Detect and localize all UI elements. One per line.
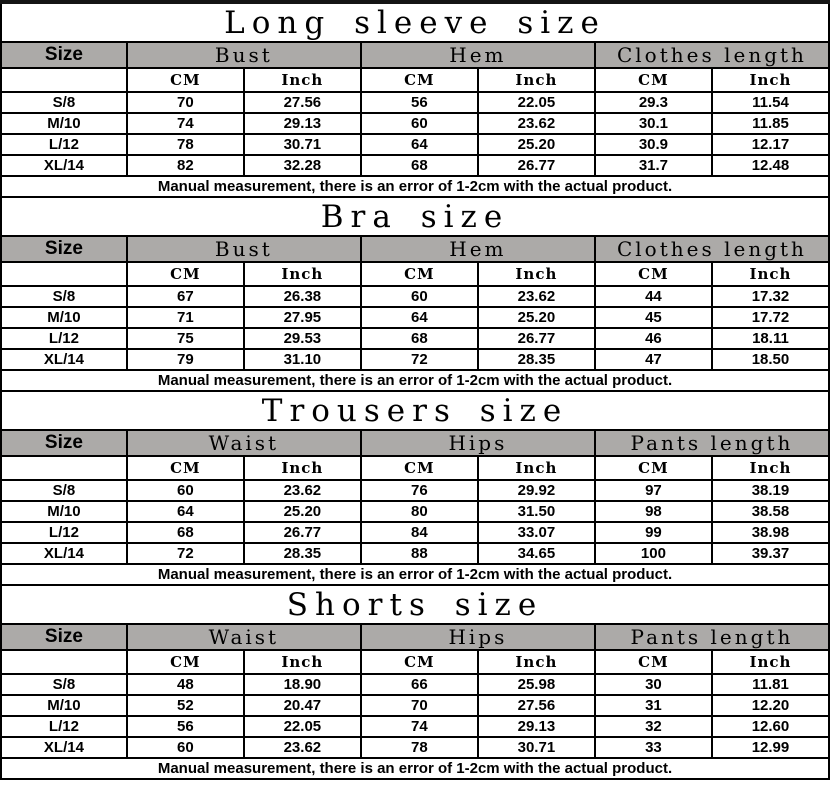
unit-inch-label: Inch (712, 456, 829, 480)
value-cell: 88 (361, 543, 478, 564)
size-cell: L/12 (1, 522, 127, 543)
size-column-header: Size (1, 624, 127, 650)
table-title: Long sleeve size (0, 4, 830, 41)
value-cell: 17.72 (712, 307, 829, 328)
value-cell: 56 (361, 92, 478, 113)
value-cell: 38.98 (712, 522, 829, 543)
value-cell: 66 (361, 674, 478, 695)
value-cell: 30.71 (478, 737, 595, 758)
value-cell: 99 (595, 522, 712, 543)
size-cell: XL/14 (1, 543, 127, 564)
value-cell: 29.3 (595, 92, 712, 113)
value-cell: 33.07 (478, 522, 595, 543)
value-cell: 25.20 (244, 501, 361, 522)
value-cell: 78 (361, 737, 478, 758)
unit-inch-label: Inch (244, 68, 361, 92)
value-cell: 23.62 (478, 286, 595, 307)
value-cell: 60 (127, 737, 244, 758)
table-row (1, 674, 829, 695)
note-row (1, 176, 829, 197)
size-cell: S/8 (1, 92, 127, 113)
value-cell: 68 (361, 328, 478, 349)
unit-inch-label: Inch (712, 68, 829, 92)
value-cell: 12.17 (712, 134, 829, 155)
unit-inch-label: Inch (244, 650, 361, 674)
value-cell: 27.95 (244, 307, 361, 328)
value-cell: 60 (361, 113, 478, 134)
table-title: Bra size (0, 198, 830, 235)
size-table (0, 623, 830, 780)
table-row (1, 328, 829, 349)
value-cell: 64 (127, 501, 244, 522)
table-row (1, 501, 829, 522)
group-header: Bust (127, 236, 361, 262)
unit-header-row (1, 262, 829, 286)
measurement-note: Manual measurement, there is an error of 1-2cm with the actual product. (1, 758, 829, 779)
group-header: Hem (361, 236, 595, 262)
value-cell: 26.77 (244, 522, 361, 543)
group-header: Bust (127, 42, 361, 68)
measurement-note: Manual measurement, there is an error of 1-2cm with the actual product. (1, 370, 829, 391)
empty-cell (1, 456, 127, 480)
unit-inch-label: Inch (244, 456, 361, 480)
group-header: Pants length (595, 624, 829, 650)
unit-inch-label: Inch (244, 262, 361, 286)
value-cell: 12.60 (712, 716, 829, 737)
table-row (1, 522, 829, 543)
unit-inch-label: Inch (478, 650, 595, 674)
group-header: Waist (127, 624, 361, 650)
value-cell: 44 (595, 286, 712, 307)
table-row (1, 480, 829, 501)
value-cell: 100 (595, 543, 712, 564)
value-cell: 29.13 (478, 716, 595, 737)
value-cell: 47 (595, 349, 712, 370)
unit-header-row (1, 68, 829, 92)
value-cell: 34.65 (478, 543, 595, 564)
value-cell: 30.1 (595, 113, 712, 134)
value-cell: 26.77 (478, 328, 595, 349)
value-cell: 64 (361, 307, 478, 328)
value-cell: 26.77 (478, 155, 595, 176)
value-cell: 25.20 (478, 307, 595, 328)
table-row (1, 155, 829, 176)
value-cell: 31 (595, 695, 712, 716)
table-row (1, 737, 829, 758)
size-cell: L/12 (1, 328, 127, 349)
empty-cell (1, 650, 127, 674)
table-title: Shorts size (0, 586, 830, 623)
size-table (0, 235, 830, 392)
size-column-header: Size (1, 42, 127, 68)
size-cell: XL/14 (1, 155, 127, 176)
value-cell: 25.98 (478, 674, 595, 695)
measurement-note: Manual measurement, there is an error of 1-2cm with the actual product. (1, 176, 829, 197)
unit-cm-label: CM (361, 262, 478, 286)
size-cell: S/8 (1, 480, 127, 501)
group-header-row (1, 236, 829, 262)
value-cell: 26.38 (244, 286, 361, 307)
value-cell: 31.7 (595, 155, 712, 176)
value-cell: 71 (127, 307, 244, 328)
section-shorts (0, 586, 830, 780)
value-cell: 11.54 (712, 92, 829, 113)
unit-cm-label: CM (595, 262, 712, 286)
unit-header-row (1, 650, 829, 674)
unit-cm-label: CM (127, 650, 244, 674)
value-cell: 98 (595, 501, 712, 522)
group-header-row (1, 42, 829, 68)
unit-inch-label: Inch (478, 262, 595, 286)
value-cell: 82 (127, 155, 244, 176)
empty-cell (1, 262, 127, 286)
group-header: Clothes length (595, 236, 829, 262)
value-cell: 28.35 (244, 543, 361, 564)
value-cell: 70 (361, 695, 478, 716)
value-cell: 30 (595, 674, 712, 695)
value-cell: 22.05 (478, 92, 595, 113)
value-cell: 18.50 (712, 349, 829, 370)
value-cell: 84 (361, 522, 478, 543)
value-cell: 38.58 (712, 501, 829, 522)
value-cell: 23.62 (244, 737, 361, 758)
unit-cm-label: CM (127, 262, 244, 286)
value-cell: 32 (595, 716, 712, 737)
unit-cm-label: CM (127, 68, 244, 92)
value-cell: 78 (127, 134, 244, 155)
value-cell: 60 (361, 286, 478, 307)
value-cell: 28.35 (478, 349, 595, 370)
value-cell: 31.10 (244, 349, 361, 370)
value-cell: 52 (127, 695, 244, 716)
group-header: Pants length (595, 430, 829, 456)
value-cell: 70 (127, 92, 244, 113)
group-header: Hips (361, 430, 595, 456)
value-cell: 74 (361, 716, 478, 737)
unit-inch-label: Inch (478, 68, 595, 92)
size-cell: M/10 (1, 501, 127, 522)
value-cell: 20.47 (244, 695, 361, 716)
value-cell: 29.13 (244, 113, 361, 134)
value-cell: 18.90 (244, 674, 361, 695)
size-cell: XL/14 (1, 349, 127, 370)
value-cell: 11.85 (712, 113, 829, 134)
table-row (1, 92, 829, 113)
value-cell: 18.11 (712, 328, 829, 349)
size-cell: M/10 (1, 695, 127, 716)
value-cell: 29.92 (478, 480, 595, 501)
unit-cm-label: CM (595, 650, 712, 674)
group-header: Waist (127, 430, 361, 456)
section-trousers (0, 392, 830, 586)
value-cell: 23.62 (244, 480, 361, 501)
value-cell: 27.56 (478, 695, 595, 716)
group-header: Clothes length (595, 42, 829, 68)
value-cell: 45 (595, 307, 712, 328)
size-cell: S/8 (1, 286, 127, 307)
value-cell: 12.48 (712, 155, 829, 176)
note-row (1, 370, 829, 391)
value-cell: 12.99 (712, 737, 829, 758)
value-cell: 68 (127, 522, 244, 543)
value-cell: 39.37 (712, 543, 829, 564)
table-row (1, 113, 829, 134)
table-row (1, 543, 829, 564)
empty-cell (1, 68, 127, 92)
value-cell: 30.9 (595, 134, 712, 155)
value-cell: 67 (127, 286, 244, 307)
unit-inch-label: Inch (712, 262, 829, 286)
value-cell: 38.19 (712, 480, 829, 501)
size-cell: XL/14 (1, 737, 127, 758)
unit-cm-label: CM (361, 68, 478, 92)
size-table (0, 41, 830, 198)
value-cell: 12.20 (712, 695, 829, 716)
value-cell: 75 (127, 328, 244, 349)
group-header-row (1, 430, 829, 456)
table-row (1, 307, 829, 328)
size-cell: L/12 (1, 134, 127, 155)
size-table (0, 429, 830, 586)
value-cell: 11.81 (712, 674, 829, 695)
value-cell: 23.62 (478, 113, 595, 134)
size-cell: L/12 (1, 716, 127, 737)
unit-inch-label: Inch (712, 650, 829, 674)
value-cell: 48 (127, 674, 244, 695)
value-cell: 72 (361, 349, 478, 370)
value-cell: 68 (361, 155, 478, 176)
unit-header-row (1, 456, 829, 480)
group-header: Hem (361, 42, 595, 68)
size-column-header: Size (1, 236, 127, 262)
table-title: Trousers size (0, 392, 830, 429)
value-cell: 60 (127, 480, 244, 501)
size-column-header: Size (1, 430, 127, 456)
table-row (1, 286, 829, 307)
value-cell: 29.53 (244, 328, 361, 349)
value-cell: 33 (595, 737, 712, 758)
value-cell: 80 (361, 501, 478, 522)
note-row (1, 758, 829, 779)
unit-cm-label: CM (595, 68, 712, 92)
unit-cm-label: CM (361, 456, 478, 480)
value-cell: 72 (127, 543, 244, 564)
value-cell: 31.50 (478, 501, 595, 522)
section-long-sleeve (0, 4, 830, 198)
value-cell: 17.32 (712, 286, 829, 307)
size-cell: M/10 (1, 113, 127, 134)
note-row (1, 564, 829, 585)
unit-inch-label: Inch (478, 456, 595, 480)
value-cell: 97 (595, 480, 712, 501)
table-row (1, 349, 829, 370)
group-header: Hips (361, 624, 595, 650)
value-cell: 56 (127, 716, 244, 737)
group-header-row (1, 624, 829, 650)
value-cell: 27.56 (244, 92, 361, 113)
table-row (1, 134, 829, 155)
unit-cm-label: CM (127, 456, 244, 480)
value-cell: 64 (361, 134, 478, 155)
unit-cm-label: CM (595, 456, 712, 480)
value-cell: 79 (127, 349, 244, 370)
table-row (1, 716, 829, 737)
value-cell: 46 (595, 328, 712, 349)
measurement-note: Manual measurement, there is an error of 1-2cm with the actual product. (1, 564, 829, 585)
value-cell: 30.71 (244, 134, 361, 155)
table-row (1, 695, 829, 716)
value-cell: 74 (127, 113, 244, 134)
unit-cm-label: CM (361, 650, 478, 674)
value-cell: 32.28 (244, 155, 361, 176)
value-cell: 76 (361, 480, 478, 501)
section-bra (0, 198, 830, 392)
value-cell: 22.05 (244, 716, 361, 737)
value-cell: 25.20 (478, 134, 595, 155)
size-cell: S/8 (1, 674, 127, 695)
size-cell: M/10 (1, 307, 127, 328)
